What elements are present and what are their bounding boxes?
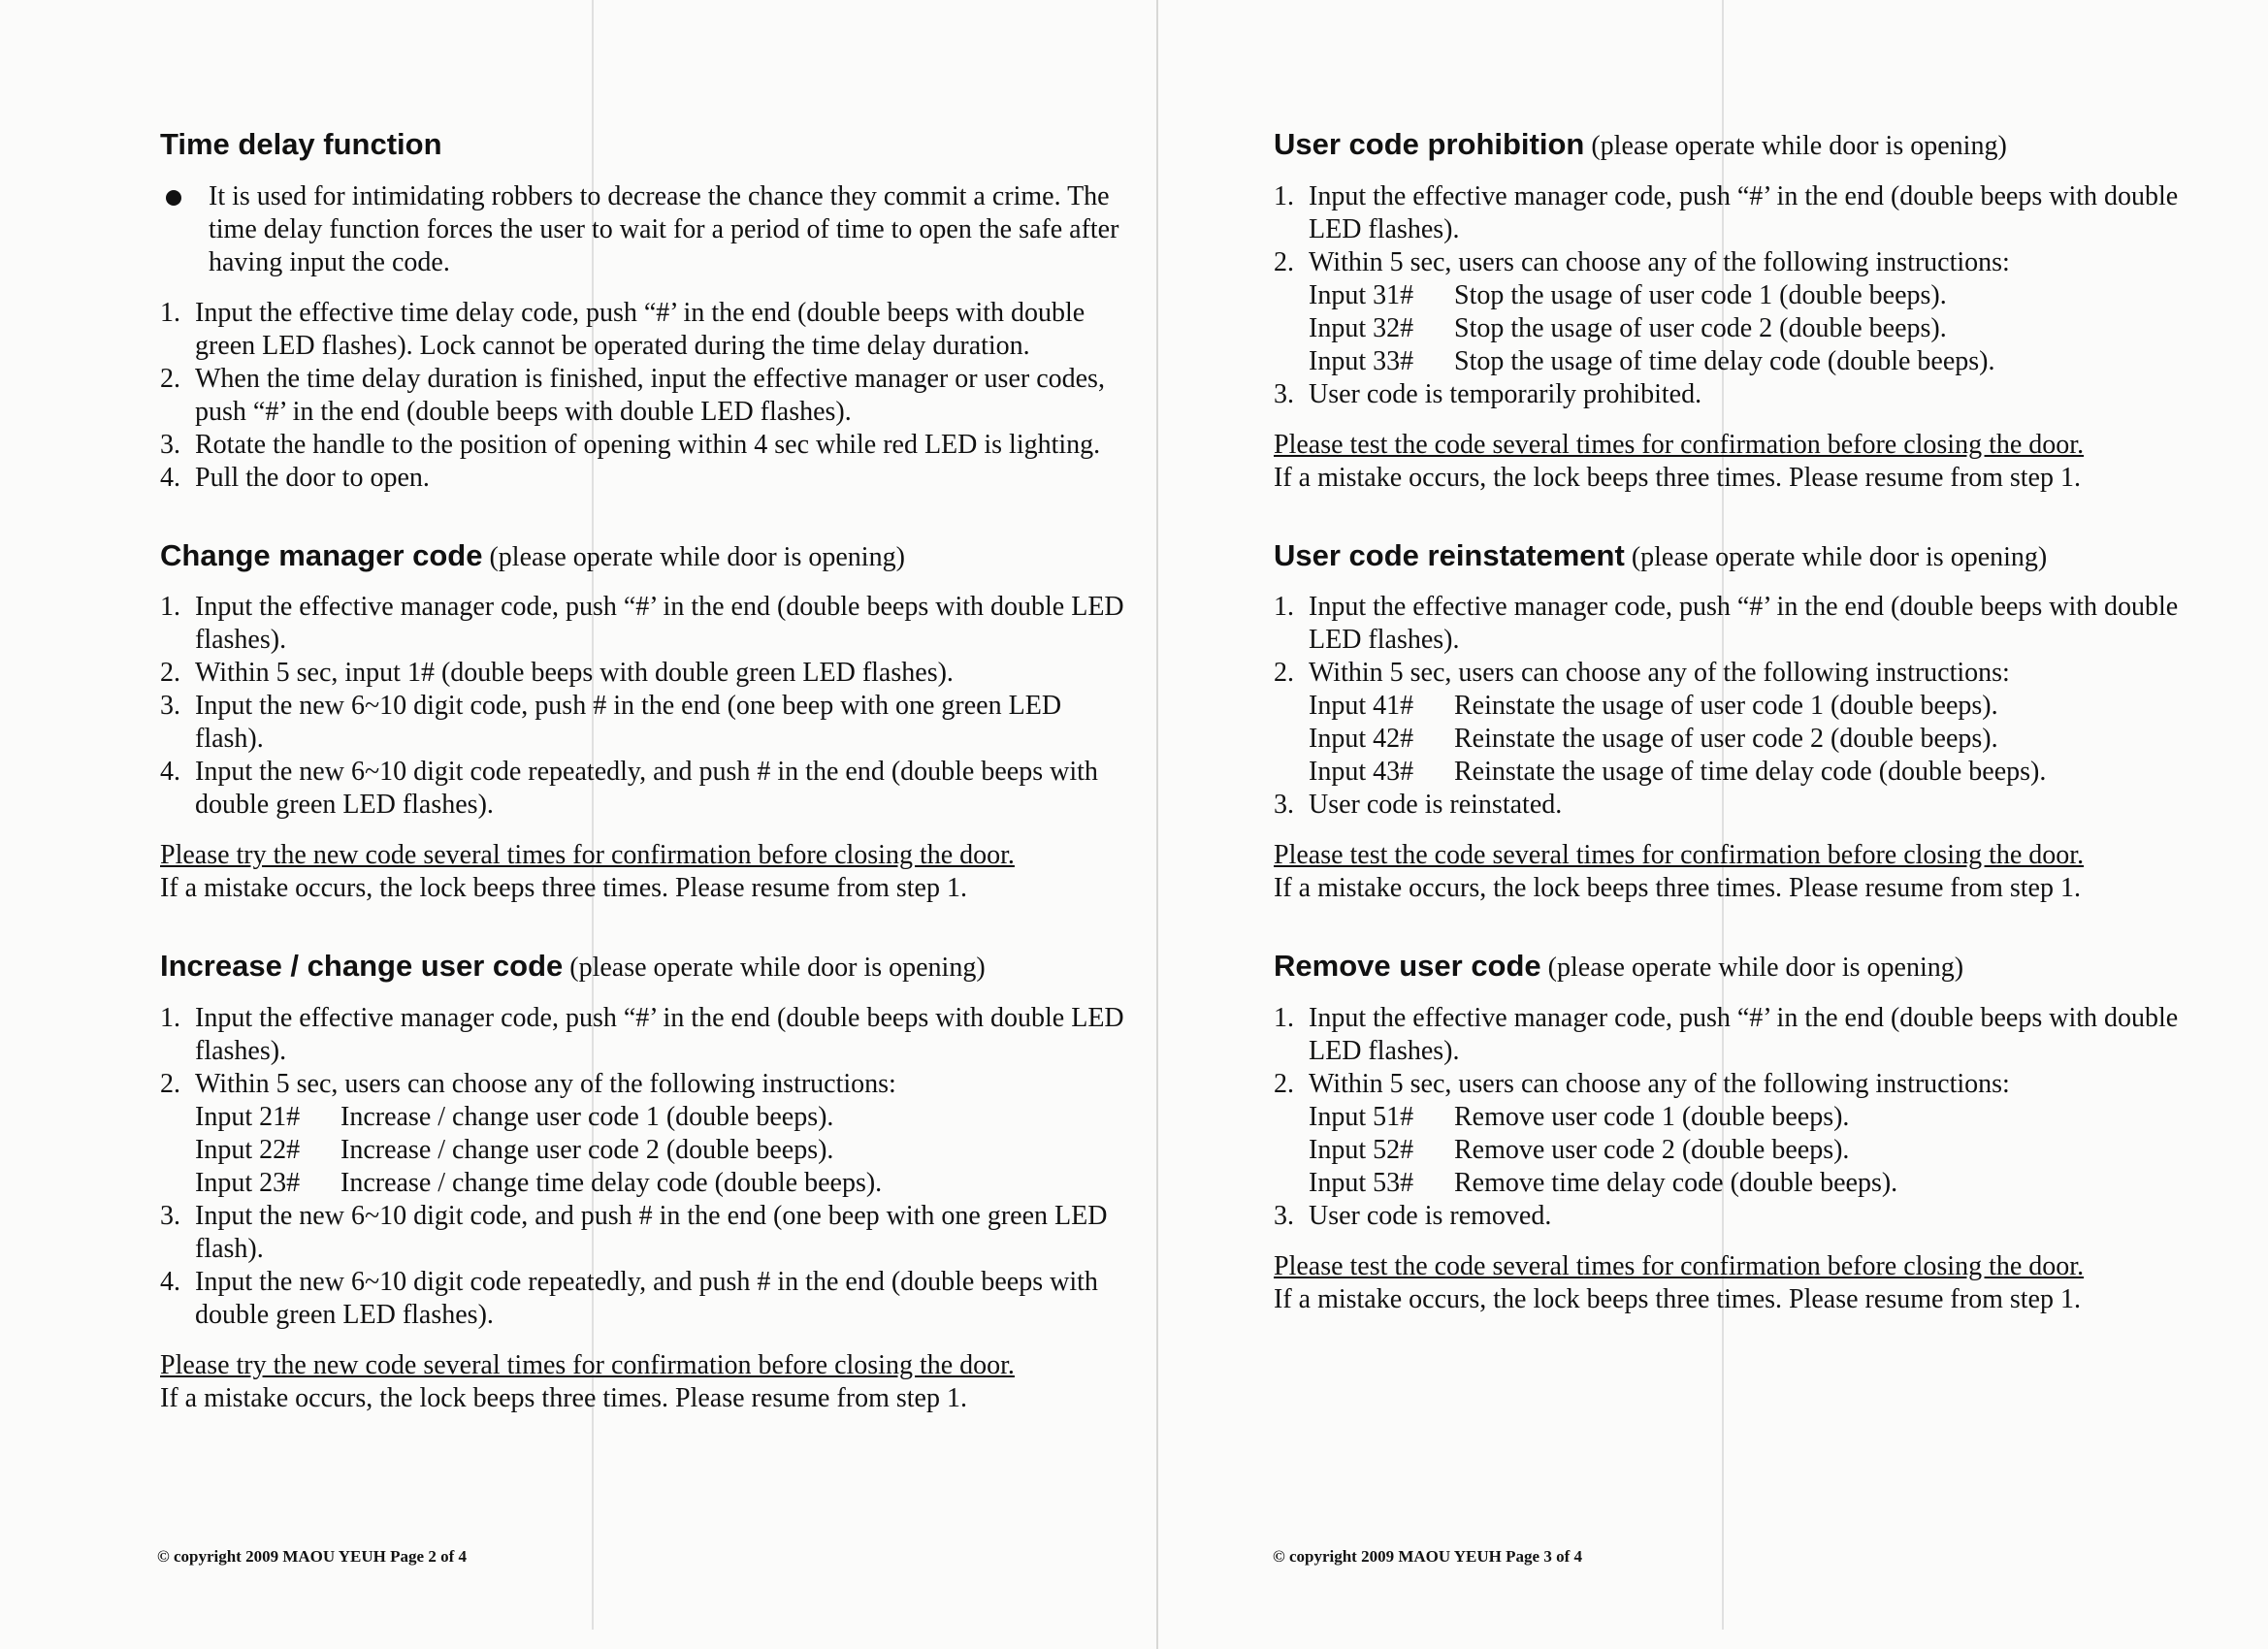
step-item: 1. Input the effective manager code, push “#’ in the end (double beeps with double LED flashes).	[1274, 592, 2179, 656]
steps-list	[160, 1002, 1130, 1332]
section-time-delay	[160, 126, 1130, 495]
page-footer: © copyright 2009 MAOU YEUH Page 3 of 4	[1273, 1547, 1582, 1566]
page-2	[160, 126, 1130, 1458]
step-item: 3. Input the new 6~10 digit code, push # in the end (one beep with one green LED flash).	[160, 691, 1062, 755]
step-item: 4. Input the new 6~10 digit code repeatedly, and push # in the end (double beeps with double green LED flashes).	[160, 757, 1098, 821]
section-title: Change manager code (please operate while door is opening)	[160, 537, 905, 572]
step-item: 2. Within 5 sec, users can choose any of the following instructions: Input 31# Stop the usage of user code 1 (double beeps). Input 32# Stop the usage of user code 2 (double beeps). Input 33# Stop the usage of time delay code (double beeps).	[1274, 246, 2205, 378]
step-item: 1. Input the effective time delay code, push “#’ in the end (double beeps with double green LED flashes). Lock cannot be operated during the time delay duration.	[160, 297, 1085, 361]
step-item: 4. Input the new 6~10 digit code repeatedly, and push # in the end (double beeps with double green LED flashes).	[160, 1266, 1098, 1330]
step-item: 3. User code is reinstated.	[1274, 790, 1563, 821]
instruction-row: Input 32# Stop the usage of user code 2 (double beeps).	[1309, 312, 1947, 343]
instruction-row: Input 42# Reinstate the usage of user code 2 (double beeps).	[1309, 724, 1998, 755]
instruction-row: Input 23# Increase / change time delay code (double beeps).	[195, 1167, 883, 1198]
confirmation-note: Please test the code several times for confirmation before closing the door. If a mistake occurs, the lock beeps three times. Please resume from step 1.	[1274, 429, 2085, 493]
instruction-row: Input 52# Remove user code 2 (double beeps).	[1309, 1134, 1850, 1165]
confirmation-note: Please test the code several times for confirmation before closing the door. If a mistake occurs, the lock beeps three times. Please resume from step 1.	[1274, 1250, 2085, 1314]
steps-list	[160, 297, 1130, 495]
steps-list	[1274, 1002, 2205, 1233]
step-item: 1. Input the effective manager code, push “#’ in the end (double beeps with double LED flashes).	[160, 592, 1124, 656]
section-title: User code prohibition (please operate while door is opening)	[1274, 127, 2007, 161]
instruction-row: Input 51# Remove user code 1 (double beeps).	[1309, 1101, 1850, 1132]
step-item: 2. Within 5 sec, input 1# (double beeps with double green LED flashes).	[160, 658, 954, 689]
page-fold	[1156, 0, 1158, 1649]
section-title: User code reinstatement (please operate while door is opening)	[1274, 537, 2048, 572]
step-item: 2. When the time delay duration is finished, input the effective manager or user codes, push “#’ in the end (double beeps with double LED flashes).	[160, 363, 1105, 427]
section-title: Time delay function	[160, 127, 442, 161]
bullet-paragraph: It is used for intimidating robbers to decrease the chance they commit a crime. The time delay function forces the user to wait for a period of time to open the safe after having input the code.	[160, 180, 1130, 279]
instruction-row: Input 43# Reinstate the usage of time delay code (double beeps).	[1309, 757, 2047, 788]
section-title: Increase / change user code (please operate while door is opening)	[160, 949, 986, 984]
section-title: Remove user code (please operate while door is opening)	[1274, 949, 1964, 984]
steps-list	[1274, 180, 2205, 411]
step-item: 1. Input the effective manager code, push “#’ in the end (double beeps with double LED flashes).	[1274, 180, 2179, 244]
section-remove-user-code	[1274, 948, 2205, 1316]
instruction-row: Input 21# Increase / change user code 1 (double beeps).	[195, 1101, 834, 1132]
instruction-row: Input 53# Remove time delay code (double beeps).	[1309, 1167, 1898, 1198]
section-change-manager-code	[160, 537, 1130, 906]
bullet-icon	[166, 190, 181, 206]
step-item: 3. User code is removed.	[1274, 1200, 1552, 1231]
page-footer: © copyright 2009 MAOU YEUH Page 2 of 4	[157, 1547, 467, 1566]
step-item: 1. Input the effective manager code, push “#’ in the end (double beeps with double LED flashes).	[1274, 1002, 2179, 1066]
step-item: 3. Input the new 6~10 digit code, and push # in the end (one beep with one green LED flash).	[160, 1200, 1108, 1264]
confirmation-note: Please test the code several times for confirmation before closing the door. If a mistake occurs, the lock beeps three times. Please resume from step 1.	[1274, 840, 2085, 904]
step-item: 2. Within 5 sec, users can choose any of the following instructions: Input 21# Increase / change user code 1 (double beeps). Input 22# Increase / change user code 2 (double beeps). Input 23# Increase / change time delay code (double beeps).	[160, 1068, 1130, 1200]
step-item: 2. Within 5 sec, users can choose any of the following instructions: Input 41# Reinstate the usage of user code 1 (double beeps). Input 42# Reinstate the usage of user code 2 (double beeps). Input 43# Reinstate the usage of time delay code (double beeps).	[1274, 657, 2205, 789]
step-item: 2. Within 5 sec, users can choose any of the following instructions: Input 51# Remove user code 1 (double beeps). Input 52# Remove user code 2 (double beeps). Input 53# Remove time delay code (double beeps).	[1274, 1068, 2205, 1200]
step-item: 1. Input the effective manager code, push “#’ in the end (double beeps with double LED flashes).	[160, 1002, 1124, 1066]
steps-list	[1274, 591, 2205, 822]
step-item: 3. User code is temporarily prohibited.	[1274, 378, 1702, 409]
section-increase-user-code	[160, 948, 1130, 1415]
step-item: 4. Pull the door to open.	[160, 462, 430, 493]
instruction-row: Input 41# Reinstate the usage of user code 1 (double beeps).	[1309, 691, 1998, 722]
section-user-code-reinstatement	[1274, 537, 2205, 906]
section-user-code-prohibition	[1274, 126, 2205, 495]
instruction-row: Input 22# Increase / change user code 2 (double beeps).	[195, 1134, 834, 1165]
instruction-row: Input 33# Stop the usage of time delay code (double beeps).	[1309, 345, 1995, 376]
confirmation-note: Please try the new code several times for confirmation before closing the door. If a mistake occurs, the lock beeps three times. Please resume from step 1.	[160, 1349, 1015, 1413]
step-item: 3. Rotate the handle to the position of opening within 4 sec while red LED is lighting.	[160, 429, 1101, 460]
instruction-row: Input 31# Stop the usage of user code 1 (double beeps).	[1309, 279, 1947, 310]
steps-list	[160, 591, 1130, 822]
page-3	[1274, 126, 2205, 1359]
confirmation-note: Please try the new code several times for confirmation before closing the door. If a mistake occurs, the lock beeps three times. Please resume from step 1.	[160, 840, 1015, 904]
